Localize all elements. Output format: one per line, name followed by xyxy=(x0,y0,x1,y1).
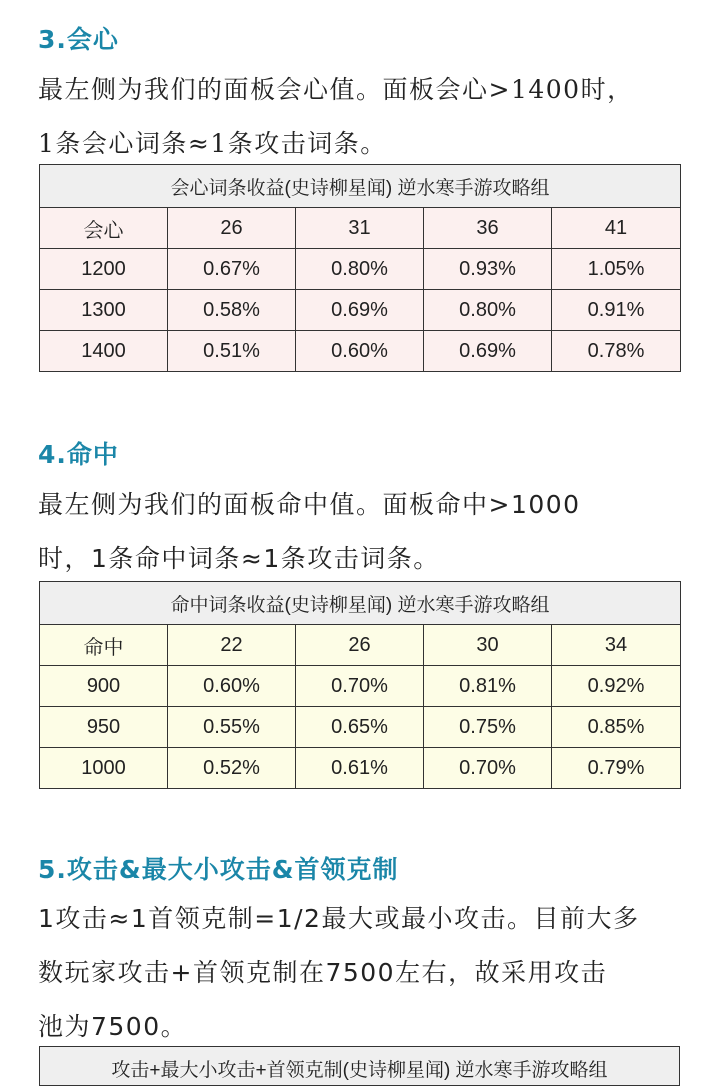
table-header-cell: 22 xyxy=(168,625,296,666)
table-title: 攻击+最大小攻击+首领克制(史诗柳星闻) 逆水寒手游攻略组 xyxy=(111,1060,608,1081)
table-header-row xyxy=(40,625,681,666)
paragraph-line: 数玩家攻击+首领克制在7500左右，故采用攻击 xyxy=(38,958,608,987)
section-heading-attack: 5.攻击&最大小攻击&首领克制 xyxy=(38,855,399,884)
table-row xyxy=(40,707,681,748)
table-cell: 0.75% xyxy=(424,707,552,748)
paragraph-line: 池为7500。 xyxy=(38,1012,188,1041)
section-heading-hit: 4.命中 xyxy=(38,440,119,469)
table-cell: 0.80% xyxy=(296,249,424,290)
table-title: 会心词条收益(史诗柳星闻) 逆水寒手游攻略组 xyxy=(40,165,681,208)
table-cell: 1.05% xyxy=(552,249,681,290)
table-cell: 1400 xyxy=(40,331,168,372)
table-cell: 0.70% xyxy=(424,748,552,789)
table-header-row xyxy=(40,208,681,249)
table-row xyxy=(40,331,681,372)
table-header-cell: 会心 xyxy=(40,208,168,249)
table-header-cell: 命中 xyxy=(40,625,168,666)
table-cell: 0.70% xyxy=(296,666,424,707)
table-cell: 0.81% xyxy=(424,666,552,707)
table-cell: 0.69% xyxy=(296,290,424,331)
table-header-cell: 36 xyxy=(424,208,552,249)
table-cell: 0.69% xyxy=(424,331,552,372)
table-header-cell: 26 xyxy=(296,625,424,666)
table-row xyxy=(40,249,681,290)
table-cell: 0.78% xyxy=(552,331,681,372)
table-cell: 0.67% xyxy=(168,249,296,290)
table-cell: 950 xyxy=(40,707,168,748)
table-cell: 0.65% xyxy=(296,707,424,748)
table-cell: 900 xyxy=(40,666,168,707)
table-row xyxy=(40,666,681,707)
paragraph-line: 时，1条命中词条≈1条攻击词条。 xyxy=(38,544,440,573)
table-cell: 0.60% xyxy=(296,331,424,372)
paragraph-line: 1攻击≈1首领克制=1/2最大或最小攻击。目前大多 xyxy=(38,904,640,933)
table-title: 命中词条收益(史诗柳星闻) 逆水寒手游攻略组 xyxy=(40,582,681,625)
section-heading-crit: 3.会心 xyxy=(38,25,119,54)
section-paragraph-attack xyxy=(38,892,688,1054)
table-cell: 0.52% xyxy=(168,748,296,789)
table-cell: 0.85% xyxy=(552,707,681,748)
table-header-cell: 41 xyxy=(552,208,681,249)
table-cell: 0.93% xyxy=(424,249,552,290)
table-header-cell: 26 xyxy=(168,208,296,249)
table-cell: 0.51% xyxy=(168,331,296,372)
attack-stat-table-partial xyxy=(39,1046,680,1086)
table-cell: 1000 xyxy=(40,748,168,789)
table-header-cell: 34 xyxy=(552,625,681,666)
table-cell: 0.80% xyxy=(424,290,552,331)
table-cell: 0.55% xyxy=(168,707,296,748)
table-cell: 0.91% xyxy=(552,290,681,331)
table-row xyxy=(40,748,681,789)
table-cell: 0.92% xyxy=(552,666,681,707)
paragraph-line: 1条会心词条≈1条攻击词条。 xyxy=(38,129,387,158)
table-cell: 0.79% xyxy=(552,748,681,789)
hit-stat-table xyxy=(39,581,681,789)
crit-stat-table xyxy=(39,164,681,372)
section-paragraph-hit xyxy=(38,478,688,586)
table-cell: 0.60% xyxy=(168,666,296,707)
paragraph-line: 最左侧为我们的面板会心值。面板会心>1400时， xyxy=(38,75,634,104)
table-cell: 1200 xyxy=(40,249,168,290)
table-row xyxy=(40,290,681,331)
table-cell: 0.61% xyxy=(296,748,424,789)
table-cell: 0.58% xyxy=(168,290,296,331)
section-paragraph-crit xyxy=(38,63,688,171)
table-cell: 1300 xyxy=(40,290,168,331)
paragraph-line: 最左侧为我们的面板命中值。面板命中>1000 xyxy=(38,490,581,519)
table-header-cell: 31 xyxy=(296,208,424,249)
table-header-cell: 30 xyxy=(424,625,552,666)
